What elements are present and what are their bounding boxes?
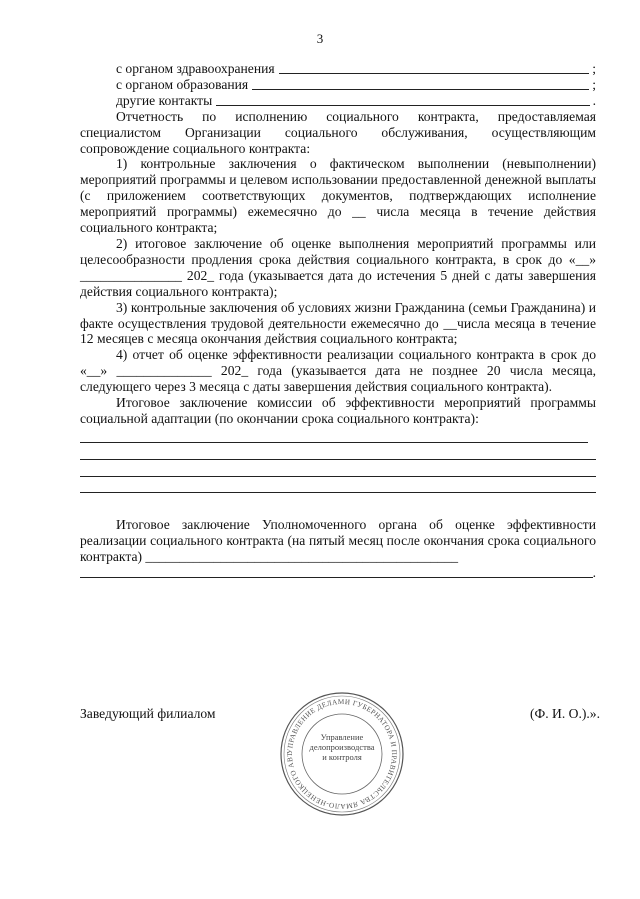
authority-conclusion: Итоговое заключение Уполномоченного органа об оценке эффективности реализации социального контракта (на пятый месяц после окончания срока социального контракта) ______________________________________________: [80, 517, 596, 565]
reporting-intro: Отчетность по исполнению социального контракта, предоставляемая специалистом Организации социального обслуживания, осуществляющим сопровождение социального контракта:: [80, 108, 596, 156]
contact-end: ;: [592, 61, 596, 76]
blank-line: [80, 477, 596, 494]
blank-line: [80, 565, 593, 578]
spacer: [80, 493, 596, 517]
stamp-ring-text: УПРАВЛЕНИЕ ДЕЛАМИ ГУБЕРНАТОРА И ПРАВИТЕЛЬСТВА ЯМАЛО-НЕНЕЦКОГО АВТ: [285, 697, 399, 811]
fill-line: [279, 72, 590, 74]
contact-end: .: [592, 92, 596, 108]
signer-position: Заведующий филиалом: [80, 706, 216, 721]
document-body: [80, 61, 596, 581]
stamp-line: и контроля: [322, 752, 362, 762]
contact-label: другие контакты: [116, 92, 213, 108]
stamp-center-text: [302, 732, 382, 762]
contact-label: с органом образования: [116, 76, 249, 92]
official-stamp: [278, 690, 406, 818]
report-item-2: 2) итоговое заключение об оценке выполнения мероприятий программы или целесообразности продления срока действия социального контракта, в срок до «__» _______________ 202_ года (указывается дата до истечения 5 дней с даты завершения действия социального контракта);: [80, 235, 596, 299]
report-item-4: 4) отчет об оценке эффективности реализации социального контракта в срок до «__» ______________ 202_ года (указывается дата не позднее 20 числа месяца, следующего через 3 месяца с даты завершения действия социального контракта).: [80, 347, 596, 395]
stamp-line: Управление: [320, 732, 364, 742]
contact-line-education: [80, 77, 596, 93]
signer-name: (Ф. И. О.).».: [529, 706, 600, 721]
blank-line: [80, 427, 588, 444]
commission-conclusion-lines: [80, 427, 596, 493]
fill-line: [252, 88, 589, 90]
report-item-1: 1) контрольные заключения о фактическом выполнении (невыполнении) мероприятий программы и целевом использовании предоставленной денежной выплаты (с приложением соответствующих документов, подтверждающих исполнение мероприятий программы) ежемесячно до __ числа месяца в течение действия социального контракта;: [80, 156, 596, 236]
contact-line-health: [80, 61, 596, 77]
contact-label: с органом здравоохранения: [116, 61, 275, 76]
authority-end: .: [592, 565, 596, 581]
commission-conclusion: Итоговое заключение комиссии об эффективности мероприятий программы социальной адаптации (по окончании срока социального контракта):: [80, 395, 596, 426]
blank-line: [80, 460, 596, 477]
stamp-line: делопроизводства: [309, 742, 375, 752]
page-number: 3: [316, 31, 324, 46]
report-item-3: 3) контрольные заключения об условиях жизни Гражданина (семьи Гражданина) и факте осуществления трудовой деятельности ежемесячно до __числа месяца в течение 12 месяцев с месяца окончания действия социального контракта;: [80, 299, 596, 347]
fill-line: [216, 104, 589, 106]
contact-end: ;: [592, 76, 596, 92]
authority-conclusion-line: [80, 565, 596, 581]
blank-line: [80, 443, 596, 460]
contact-line-other: [80, 93, 596, 109]
